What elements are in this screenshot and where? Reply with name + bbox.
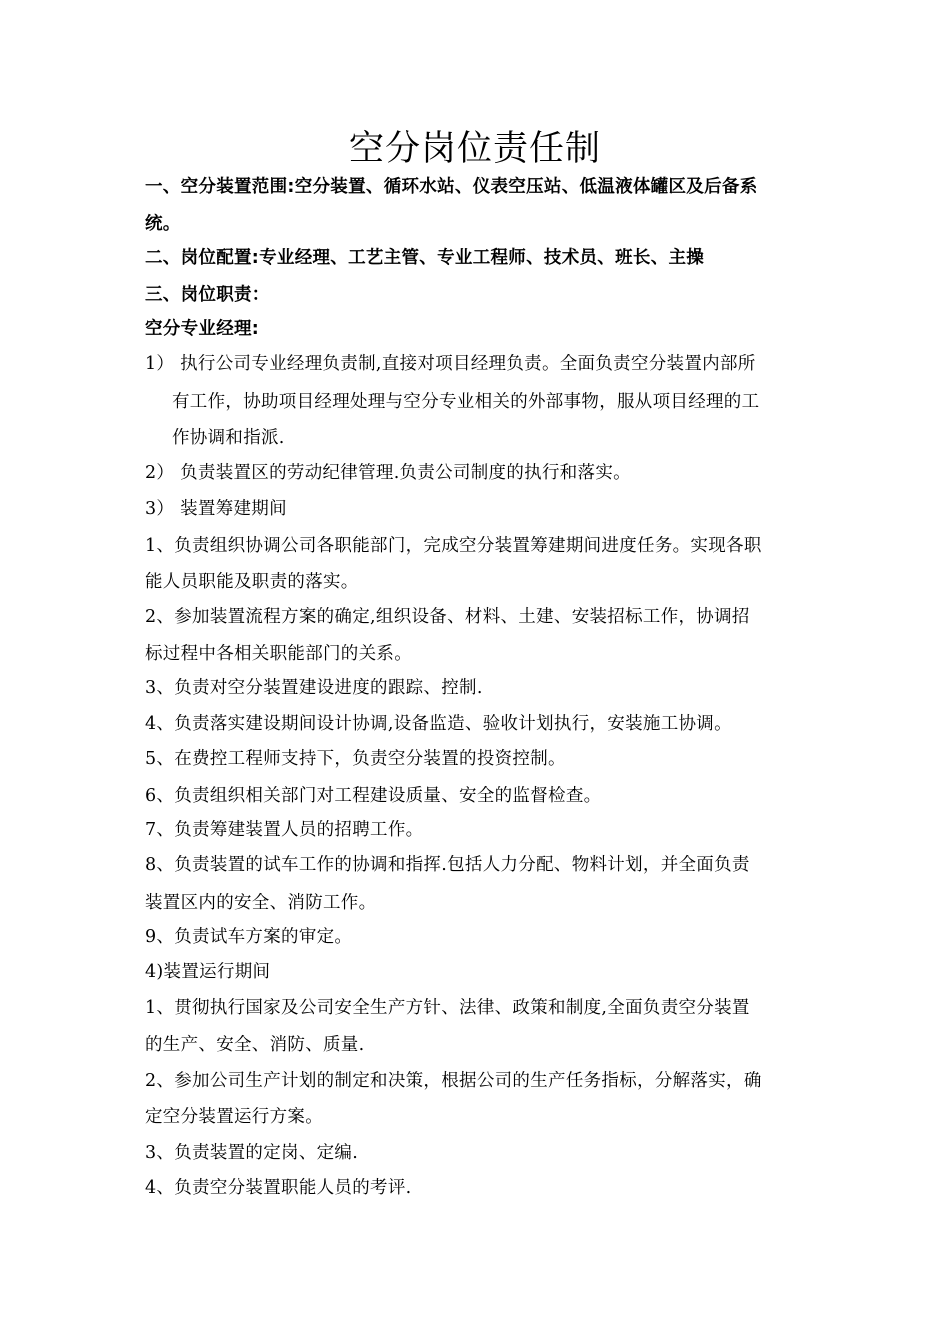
paragraph-line: 3） 装置筹建期间 (145, 499, 287, 519)
paragraph-line: 的生产、安全、消防、质量. (145, 1035, 365, 1055)
section-scope-line-1: 一、空分装置范围:空分装置、循环水站、仪表空压站、低温液体罐区及后备系 (145, 177, 758, 197)
section-scope-line-2: 统。 (145, 214, 181, 234)
section-positions: 二、岗位配置:专业经理、工艺主管、专业工程师、技术员、班长、主操 (145, 248, 705, 268)
paragraph-line: 作协调和指派. (172, 428, 285, 448)
paragraph-line: 9、负责试车方案的审定。 (145, 927, 353, 947)
paragraph-line: 1、贯彻执行国家及公司安全生产方针、法律、政策和制度,全面负责空分装置 (145, 998, 750, 1018)
paragraph-line: 4、负责空分装置职能人员的考评. (145, 1178, 412, 1198)
paragraph-line: 2、参加装置流程方案的确定,组织设备、材料、土建、安装招标工作，协调招 (145, 607, 750, 627)
paragraph-line: 4)装置运行期间 (145, 962, 271, 982)
paragraph-line: 7、负责筹建装置人员的招聘工作。 (145, 820, 424, 840)
paragraph-line: 8、负责装置的试车工作的协调和指挥.包括人力分配、物料计划，并全面负责 (145, 855, 750, 875)
paragraph-line: 定空分装置运行方案。 (145, 1107, 323, 1127)
paragraph-line: 能人员职能及职责的落实。 (145, 572, 359, 592)
paragraph-line: 2、参加公司生产计划的制定和决策，根据公司的生产任务指标，分解落实，确 (145, 1071, 762, 1091)
paragraph-line: 标过程中各相关职能部门的关系。 (145, 644, 412, 664)
paragraph-line: 6、负责组织相关部门对工程建设质量、安全的监督检查。 (145, 786, 602, 806)
manager-heading: 空分专业经理: (145, 319, 260, 339)
paragraph-line: 有工作，协助项目经理处理与空分专业相关的外部事物，服从项目经理的工 (172, 392, 760, 412)
paragraph-line: 3、负责装置的定岗、定编. (145, 1143, 359, 1163)
paragraph-line: 1、负责组织协调公司各职能部门，完成空分装置筹建期间进度任务。实现各职 (145, 536, 762, 556)
document-title: 空分岗位责任制 (348, 129, 601, 169)
paragraph-line: 5、在费控工程师支持下，负责空分装置的投资控制。 (145, 749, 566, 769)
paragraph-line: 4、负责落实建设期间设计协调,设备监造、验收计划执行，安装施工协调。 (145, 714, 732, 734)
paragraph-line: 2） 负责装置区的劳动纪律管理.负责公司制度的执行和落实。 (145, 463, 631, 483)
paragraph-line: 1） 执行公司专业经理负责制,直接对项目经理负责。全面负责空分装置内部所 (145, 354, 756, 374)
paragraph-line: 3、负责对空分装置建设进度的跟踪、控制. (145, 678, 483, 698)
paragraph-line: 装置区内的安全、消防工作。 (145, 893, 377, 913)
section-duties-heading: 三、岗位职责： (145, 285, 270, 305)
